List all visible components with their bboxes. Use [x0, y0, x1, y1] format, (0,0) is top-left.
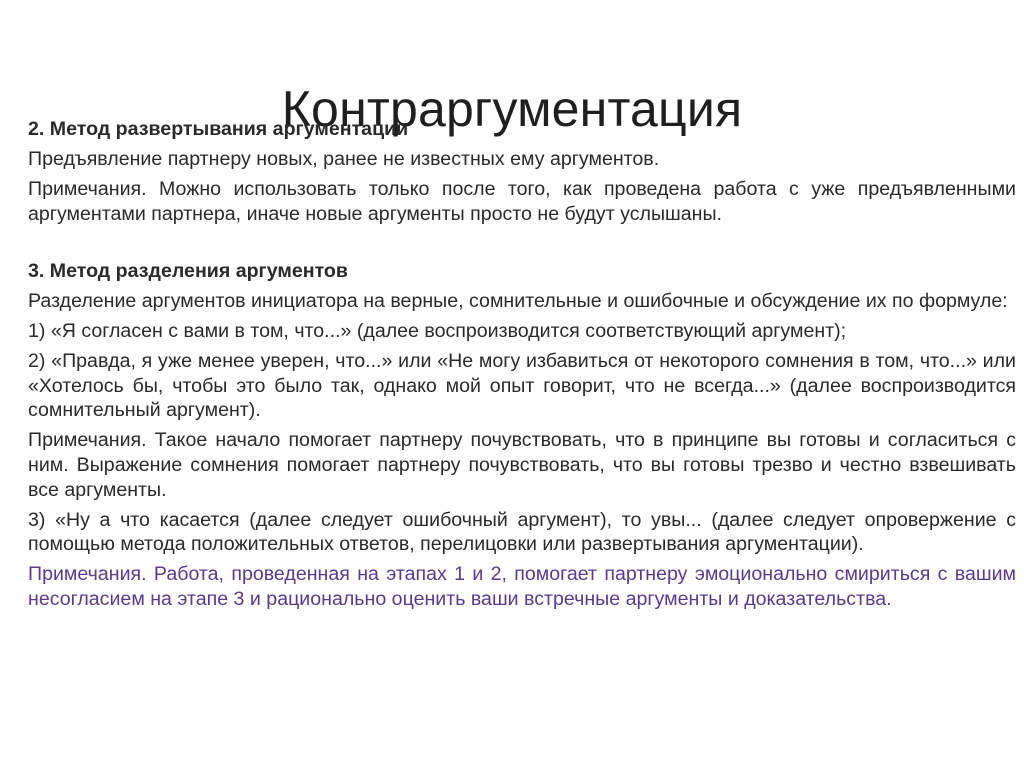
section-2-heading: 2. Метод развертывания аргументации	[28, 118, 409, 140]
slide-title: Контраргументация	[281, 80, 743, 137]
section-2-paragraph: Предъявление партнеру новых, ранее не известных ему аргументов.	[28, 148, 660, 171]
section-3-item-1: 1) «Я согласен с вами в том, что...» (далее воспроизводится соответствующий аргумент);	[28, 320, 847, 343]
section-3-paragraph: Разделение аргументов инициатора на верные, сомнительные и ошибочные и обсуждение их по формуле:	[28, 289, 1008, 312]
slide-body	[28, 117, 1016, 617]
section-3-note: Примечания. Такое начало помогает партнеру почувствовать, что в принципе вы готовы и согласиться с ним. Выражение сомнения помогает партнеру почувствовать, что вы готовы трезво и честно взвешивать все аргументы.	[28, 429, 1016, 501]
section-spacer	[28, 232, 1016, 259]
section-3-heading: 3. Метод разделения аргументов	[28, 259, 348, 282]
section-2-note: Примечания. Можно использовать только после того, как проведена работа с уже предъявленными аргументами партнера, иначе новые аргументы просто не будут услышаны.	[28, 178, 1016, 225]
section-3-item-2: 2) «Правда, я уже менее уверен, что...» или «Не могу избавиться от некоторого сомнения в том, что...» или «Хотелось бы, чтобы это было так, однако мой опыт говорит, что не всегда...» (далее воспроизводится сомнительный аргумент).	[28, 350, 1016, 422]
section-3-final-note: Примечания. Работа, проведенная на этапах 1 и 2, помогает партнеру эмоционально смириться с вашим несогласием на этапе 3 и рационально оценить ваши встречные аргументы и доказательства.	[28, 563, 1016, 610]
section-3-item-3: 3) «Ну а что касается (далее следует ошибочный аргумент), то увы... (далее следует опровержение с помощью метода положительных ответов, перелицовки или развертывания аргументации).	[28, 508, 1016, 556]
